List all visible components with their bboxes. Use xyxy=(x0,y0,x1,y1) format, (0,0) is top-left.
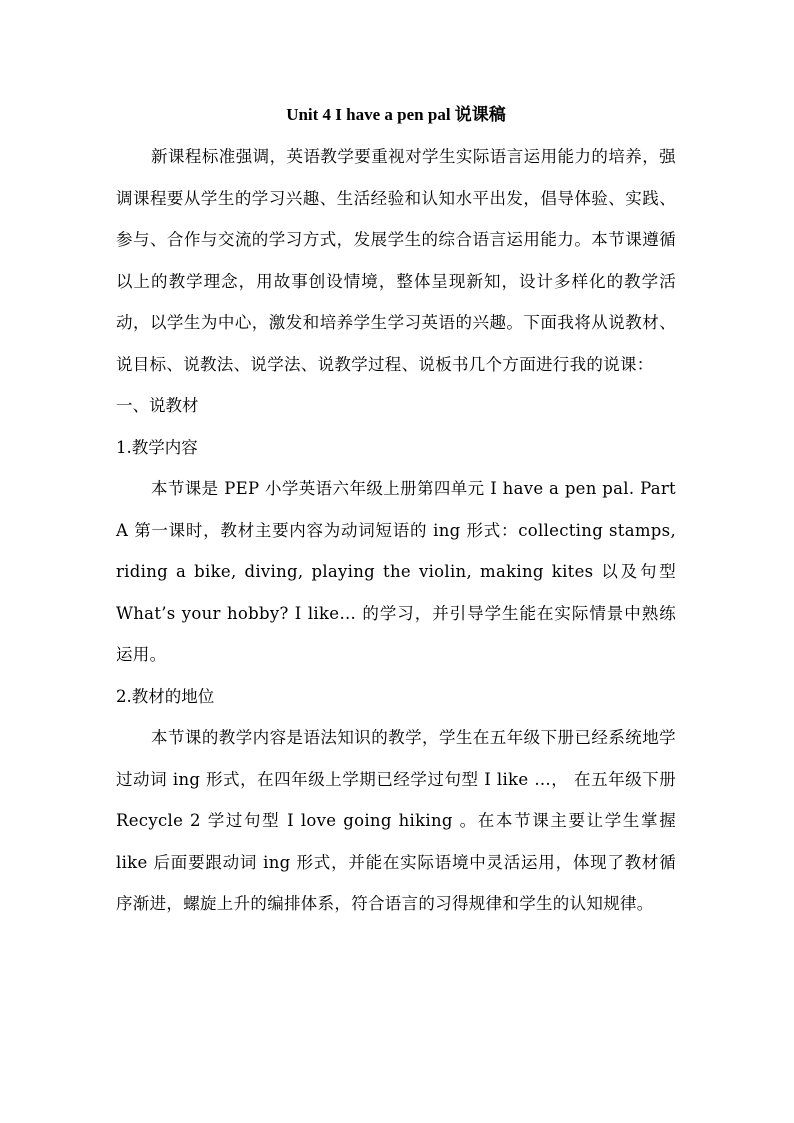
document-body xyxy=(116,103,676,925)
subheading-textbook-position: 2.教材的地位 xyxy=(116,686,215,706)
document-title: Unit 4 I have a pen pal 说课稿 xyxy=(286,105,506,124)
textbook-position-paragraph: 本节课的教学内容是语法知识的教学，学生在五年级下册已经系统地学过动词 ing 形式，在四年级上学期已经学过句型 I like …， 在五年级下册 Recycle 2 学过句型 I love going hiking 。在本节课主要让学生掌握 like 后面要跟动词 ing 形式，并能在实际语境中灵活运用，体现了教材循序渐进，螺旋上升的编排体系，符合语言的习得规律和学生的认知规律。 xyxy=(116,728,676,913)
intro-paragraph: 新课程标准强调，英语教学要重视对学生实际语言运用能力的培养，强调课程要从学生的学习兴趣、生活经验和认知水平出发，倡导体验、实践、参与、合作与交流的学习方式，发展学生的综合语言运用能力。本节课遵循以上的教学理念，用故事创设情境，整体呈现新知，设计多样化的教学活动，以学生为中心，激发和培养学生学习英语的兴趣。下面我将从说教材、说目标、说教法、说学法、说教学过程、说板书几个方面进行我的说课： xyxy=(116,147,676,374)
section-heading-textbook: 一、说教材 xyxy=(116,396,199,415)
teaching-content-paragraph: 本节课是 PEP 小学英语六年级上册第四单元 I have a pen pal. Part A 第一课时，教材主要内容为动词短语的 ing 形式：collecting stamps, riding a bike, diving, playing the violin, making kites 以及句型 What’s your hobby? I like… 的学习，并引导学生能在实际情景中熟练运用。 xyxy=(116,479,676,664)
subheading-teaching-content: 1.教学内容 xyxy=(116,437,198,457)
